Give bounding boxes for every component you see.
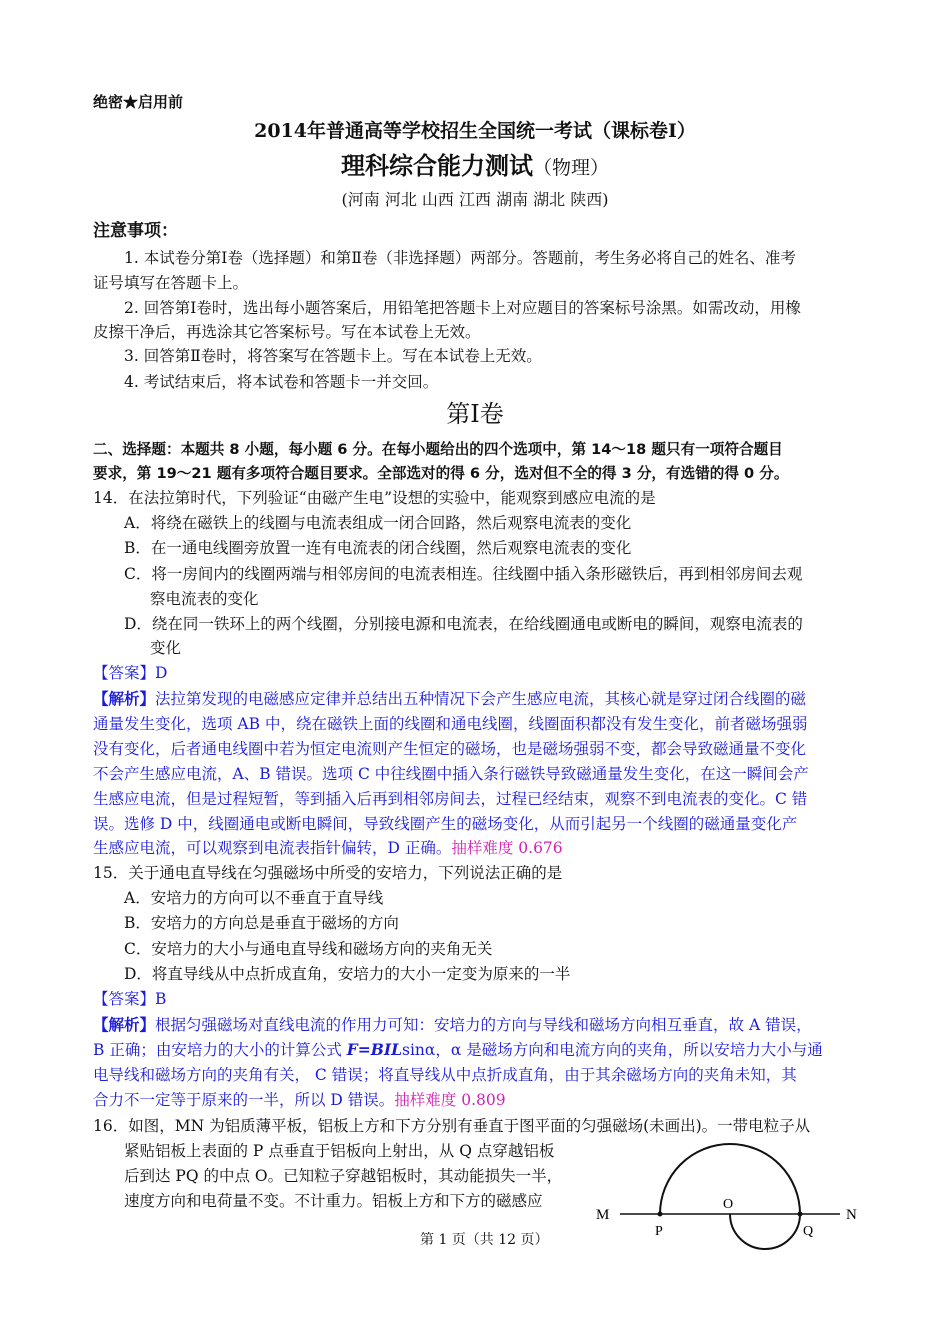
q14-difficulty: 抽样难度 0.676 [451, 839, 563, 857]
label-m: M [596, 1207, 610, 1223]
q14-option-a: A．将绕在磁铁上的线圈与电流表组成一闭合回路，然后观察电流表的变化 [124, 514, 632, 532]
q15-stem: 15．关于通电直导线在匀强磁场中所受的安培力，下列说法正确的是 [93, 864, 563, 882]
q14-analysis-line: 通量发生变化，选项 AB 中，绕在磁铁上面的线圈和通电线圈，线圈面积都没有发生变化，前者磁场强弱 [93, 715, 808, 733]
q14-analysis-line: 不会产生感应电流，A、B 错误。选项 C 中往线圈中插入条行磁铁导致磁通量发生变化，在这一瞬间会产 [93, 765, 809, 783]
notice-line: 皮擦干净后，再选涂其它答案标号。写在本试卷上无效。 [93, 323, 481, 341]
q14-option-b: B．在一通电线圈旁放置一连有电流表的闭合线圈，然后观察电流表的变化 [124, 539, 632, 557]
subtitle-main: 理科综合能力测试 [340, 151, 533, 180]
section-instructions: 二、选择题：本题共 8 小题，每小题 6 分。在每小题给出的四个选项中，第 14～18 题只有一项符合题目 [93, 441, 783, 458]
label-q: Q [803, 1224, 814, 1239]
notice-line: 2. 回答第Ⅰ卷时，选出每小题答案后，用铅笔把答题卡上对应题目的答案标号涂黑。如需改动，用橡 [124, 299, 801, 317]
notice-line: 1. 本试卷分第Ⅰ卷（选择题）和第Ⅱ卷（非选择题）两部分。答题前，考生务必将自己的姓名、准考 [124, 249, 796, 267]
notice-heading: 注意事项： [93, 221, 178, 241]
section-title: 第Ⅰ卷 [446, 400, 504, 428]
label-o: O [723, 1197, 734, 1212]
lower-arc [730, 1214, 800, 1249]
q16-figure [590, 1138, 880, 1258]
q15-option-c: C．安培力的大小与通电直导线和磁场方向的夹角无关 [124, 940, 493, 958]
provinces: (河南 河北 山西 江西 湖南 湖北 陕西) [341, 190, 609, 209]
q14-analysis-line: 生感应电流，但是过程短暂，等到插入后再到相邻房间去，过程已经结束，观察不到电流表的变化。C 错 [93, 790, 808, 808]
notice-line: 4. 考试结束后，将本试卷和答题卡一并交回。 [124, 373, 439, 391]
q14-option-d: D．绕在同一铁环上的两个线圈，分别接电源和电流表，在给线圈通电或断电的瞬间，观察电流表的 [124, 615, 803, 633]
q14-analysis-line: 生感应电流，可以观察到电流表指针偏转，D 正确。抽样难度 0.676 [93, 839, 563, 857]
q14-option-c: C．将一房间内的线圈两端与相邻房间的电流表相连。往线圈中插入条形磁铁后，再到相邻房间去观 [124, 565, 803, 583]
q14-answer: 【答案】D [93, 664, 168, 682]
q14-analysis-line: 误。选修 D 中，线圈通电或断电瞬间，导致线圈产生的磁场变化，从而引起另一个线圈的磁通量变化产 [93, 815, 798, 833]
q15-option-a: A．安培力的方向可以不垂直于直导线 [124, 889, 384, 907]
q15-option-d: D．将直导线从中点折成直角，安培力的大小一定变为原来的一半 [124, 965, 571, 983]
q15-analysis-line: 【解析】根据匀强磁场对直线电流的作用力可知：安培力的方向与导线和磁场方向相互垂直，故 A 错误， [93, 1015, 812, 1034]
point-q [798, 1212, 803, 1217]
page-footer: 第 1 页（共 12 页） [420, 1232, 549, 1248]
q16-stem: 16．如图，MN 为铝质薄平板，铝板上方和下方分别有垂直于图平面的匀强磁场(未画出)。一带电粒子从 [93, 1117, 811, 1135]
q16-stem-line: 紧贴铝板上表面的 P 点垂直于铝板向上射出，从 Q 点穿越铝板 [124, 1142, 555, 1160]
exam-subtitle [0, 150, 950, 185]
q15-difficulty: 抽样难度 0.809 [394, 1091, 506, 1109]
q15-analysis-line: B 正确；由安培力的大小的计算公式 F=BILsinα，α 是磁场方向和电流方向的夹角，所以安培力大小与通 [93, 1040, 823, 1059]
label-p: P [655, 1224, 663, 1239]
secret-label: 绝密★启用前 [93, 93, 184, 111]
notice-line: 3. 回答第Ⅱ卷时，将答案写在答题卡上。写在本试卷上无效。 [124, 347, 542, 365]
notice-line: 证号填写在答题卡上。 [93, 274, 249, 292]
q14-stem: 14．在法拉第时代，下列验证“由磁产生电”设想的实验中，能观察到感应电流的是 [93, 489, 656, 507]
q14-analysis-line: 【解析】法拉第发现的电磁感应定律并总结出五种情况下会产生感应电流，其核心就是穿过闭合线圈的磁 [93, 689, 807, 708]
subtitle-paren: （物理） [532, 157, 609, 179]
q15-analysis-label: 【解析】 [93, 1015, 156, 1034]
label-n: N [846, 1207, 857, 1223]
q16-stem-line: 速度方向和电荷量不变。不计重力。铝板上方和下方的磁感应 [124, 1192, 543, 1210]
point-p [658, 1212, 663, 1217]
q15-option-b: B．安培力的方向总是垂直于磁场的方向 [124, 914, 399, 932]
q15-answer: 【答案】B [93, 990, 167, 1008]
q15-analysis-line: 电导线和磁场方向的夹角有关， C 错误；将直导线从中点折成直角，由于其余磁场方向的夹角未知，其 [93, 1066, 797, 1084]
exam-title: 2014年普通高等学校招生全国统一考试（课标卷Ⅰ） [254, 120, 696, 142]
q14-analysis-label: 【解析】 [93, 689, 156, 708]
q16-stem-line: 后到达 PQ 的中点 O。已知粒子穿越铝板时，其动能损失一半， [124, 1167, 563, 1185]
section-instructions: 要求，第 19～21 题有多项符合题目要求。全部选对的得 6 分，选对但不全的得 3 分，有选错的得 0 分。 [93, 465, 789, 482]
q14-option-c-cont: 察电流表的变化 [150, 590, 259, 608]
q14-option-d-cont: 变化 [150, 639, 182, 657]
q14-analysis-line: 没有变化，后者通电线圈中若为恒定电流则产生恒定的磁场，也是磁场强弱不变，都会导致磁通量不变化 [93, 740, 807, 758]
q15-analysis-line: 合力不一定等于原来的一半，所以 D 错误。抽样难度 0.809 [93, 1091, 506, 1109]
q15-formula: F=BIL [346, 1040, 402, 1059]
